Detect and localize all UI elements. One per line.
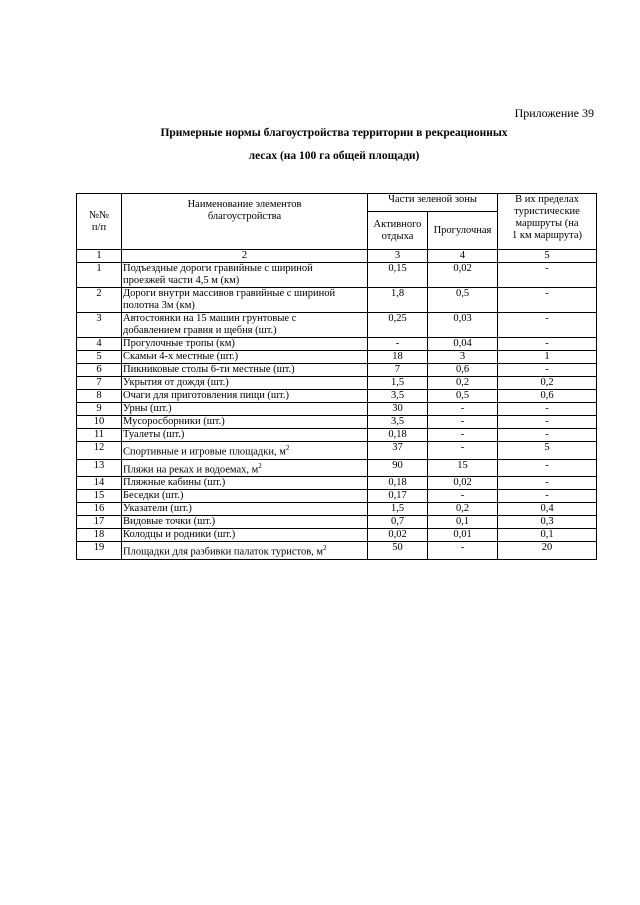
- row-walking-value: -: [428, 542, 498, 560]
- row-element-name: [122, 503, 368, 516]
- row-route-value: -: [498, 288, 597, 313]
- unit-superscript: 2: [323, 544, 327, 552]
- row-number: 3: [77, 313, 122, 338]
- row-number: 17: [77, 516, 122, 529]
- column-number-cell: 5: [498, 250, 597, 263]
- row-route-value: -: [498, 429, 597, 442]
- row-route-value: -: [498, 364, 597, 377]
- row-number: 4: [77, 338, 122, 351]
- appendix-label: Приложение 39: [514, 106, 594, 120]
- header-walking: Прогулочная: [428, 212, 498, 250]
- table-row: [77, 364, 597, 377]
- row-walking-value: 0,03: [428, 313, 498, 338]
- row-active-rest-value: 0,18: [368, 477, 428, 490]
- row-active-rest-value: 90: [368, 459, 428, 477]
- row-element-name-text: Спортивные и игровые площадки, м: [123, 446, 286, 458]
- header-active-rest-text: Активного отдыха: [373, 218, 422, 242]
- column-number-cell: 3: [368, 250, 428, 263]
- row-route-value: -: [498, 416, 597, 429]
- row-number: 5: [77, 351, 122, 364]
- row-active-rest-value: 0,02: [368, 529, 428, 542]
- row-number: 15: [77, 490, 122, 503]
- row-element-name: [122, 351, 368, 364]
- table-row: [77, 263, 597, 288]
- row-number: 2: [77, 288, 122, 313]
- table-row: [77, 516, 597, 529]
- row-number: 11: [77, 429, 122, 442]
- row-element-name-text: Пляжные кабины (шт.): [123, 477, 226, 488]
- row-number: 10: [77, 416, 122, 429]
- table-row: [77, 390, 597, 403]
- header-tourist-routes-text: В их пределах туристические маршруты (на 1 км маршрута): [511, 194, 583, 241]
- row-element-name: [122, 529, 368, 542]
- table-row: [77, 338, 597, 351]
- row-element-name-text: Дороги внутри массивов гравийные с шириной полотна 3м (км): [123, 288, 336, 311]
- table-row: [77, 542, 597, 560]
- row-route-value: 1: [498, 351, 597, 364]
- row-element-name-text: Подъездные дороги гравийные с шириной проезжей части 4,5 м (км): [123, 263, 313, 286]
- row-route-value: -: [498, 313, 597, 338]
- row-walking-value: 0,2: [428, 503, 498, 516]
- row-walking-value: -: [428, 416, 498, 429]
- unit-superscript: 2: [258, 461, 262, 470]
- row-element-name-text: Видовые точки (шт.): [123, 516, 216, 527]
- row-active-rest-value: 1,5: [368, 503, 428, 516]
- row-walking-value: 0,5: [428, 288, 498, 313]
- row-number: 13: [77, 459, 122, 477]
- row-element-name: [122, 429, 368, 442]
- row-route-value: 0,6: [498, 390, 597, 403]
- row-active-rest-value: 1,8: [368, 288, 428, 313]
- row-walking-value: 3: [428, 351, 498, 364]
- row-element-name: [122, 516, 368, 529]
- row-walking-value: -: [428, 429, 498, 442]
- norms-table: [76, 193, 597, 560]
- table-row: [77, 503, 597, 516]
- table-row: [77, 351, 597, 364]
- row-active-rest-value: 7: [368, 364, 428, 377]
- row-walking-value: 0,02: [428, 263, 498, 288]
- row-number: 6: [77, 364, 122, 377]
- row-active-rest-value: 0,18: [368, 429, 428, 442]
- row-walking-value: 15: [428, 459, 498, 477]
- row-route-value: 20: [498, 542, 597, 560]
- row-active-rest-value: 1,5: [368, 377, 428, 390]
- column-number-cell: 1: [77, 250, 122, 263]
- row-element-name-text: Мусоросборники (шт.): [123, 416, 225, 427]
- row-element-name-text: Беседки (шт.): [123, 490, 184, 501]
- table-row: [77, 313, 597, 338]
- row-element-name-text: Колодцы и родники (шт.): [123, 529, 236, 540]
- row-element-name-text: Очаги для приготовления пищи (шт.): [123, 390, 289, 401]
- header-element-name-text: Наименование элементов благоустройства: [187, 199, 302, 222]
- row-element-name: [122, 542, 368, 560]
- row-route-value: -: [498, 477, 597, 490]
- row-active-rest-value: 0,25: [368, 313, 428, 338]
- row-element-name-text: Укрытия от дождя (шт.): [123, 377, 229, 388]
- row-element-name: [122, 416, 368, 429]
- table-row: [77, 377, 597, 390]
- row-active-rest-value: 0,7: [368, 516, 428, 529]
- column-numbers-row: [77, 250, 597, 263]
- row-element-name-text: Пикниковые столы 6-ти местные (шт.): [123, 364, 295, 375]
- row-walking-value: 0,1: [428, 516, 498, 529]
- header-green-zone-parts: Части зеленой зоны: [368, 194, 498, 212]
- row-walking-value: 0,6: [428, 364, 498, 377]
- row-element-name-text: Урны (шт.): [123, 403, 172, 414]
- row-element-name: [122, 459, 368, 477]
- row-element-name: [122, 403, 368, 416]
- row-element-name-text: Пляжи на реках и водоемах, м: [123, 464, 259, 475]
- table-row: [77, 442, 597, 460]
- row-element-name: [122, 263, 368, 288]
- table-row: [77, 429, 597, 442]
- header-active-rest: [368, 212, 428, 250]
- row-element-name-text: Прогулочные тропы (км): [123, 338, 235, 349]
- row-number: 8: [77, 390, 122, 403]
- table-row: [77, 459, 597, 477]
- row-active-rest-value: 3,5: [368, 390, 428, 403]
- row-active-rest-value: 0,17: [368, 490, 428, 503]
- table-row: [77, 403, 597, 416]
- table-body: [77, 263, 597, 560]
- row-number: 1: [77, 263, 122, 288]
- row-element-name: [122, 390, 368, 403]
- table-row: [77, 529, 597, 542]
- header-element-name: [122, 194, 368, 250]
- row-walking-value: 0,04: [428, 338, 498, 351]
- row-route-value: -: [498, 338, 597, 351]
- row-active-rest-value: 30: [368, 403, 428, 416]
- row-active-rest-value: 50: [368, 542, 428, 560]
- row-walking-value: 0,02: [428, 477, 498, 490]
- table-row: [77, 416, 597, 429]
- row-route-value: -: [498, 403, 597, 416]
- row-route-value: 0,2: [498, 377, 597, 390]
- table-row: [77, 477, 597, 490]
- row-route-value: 0,3: [498, 516, 597, 529]
- row-element-name-text: Автостоянки на 15 машин грунтовые с добавлением гравия и щебня (шт.): [123, 313, 297, 336]
- row-route-value: -: [498, 459, 597, 477]
- row-element-name-text: Туалеты (шт.): [123, 429, 185, 440]
- row-walking-value: -: [428, 442, 498, 460]
- column-number-cell: 4: [428, 250, 498, 263]
- table-row: [77, 288, 597, 313]
- header-number: [77, 194, 122, 250]
- row-element-name: [122, 377, 368, 390]
- row-number: 18: [77, 529, 122, 542]
- row-number: 19: [77, 542, 122, 560]
- row-element-name: [122, 477, 368, 490]
- row-number: 7: [77, 377, 122, 390]
- row-walking-value: 0,2: [428, 377, 498, 390]
- row-element-name: [122, 313, 368, 338]
- row-walking-value: -: [428, 490, 498, 503]
- row-number: 9: [77, 403, 122, 416]
- row-number: 12: [77, 442, 122, 460]
- row-element-name: [122, 490, 368, 503]
- row-element-name-text: Скамьи 4-х местные (шт.): [123, 351, 239, 362]
- unit-superscript: 2: [285, 444, 290, 452]
- row-element-name: [122, 288, 368, 313]
- row-walking-value: 0,5: [428, 390, 498, 403]
- row-route-value: 0,1: [498, 529, 597, 542]
- row-active-rest-value: 3,5: [368, 416, 428, 429]
- row-element-name: [122, 442, 368, 460]
- row-walking-value: -: [428, 403, 498, 416]
- document-title-line-1: Примерные нормы благоустройства территории в рекреационных: [160, 127, 508, 139]
- row-number: 16: [77, 503, 122, 516]
- table-row: [77, 490, 597, 503]
- header-tourist-routes: [498, 194, 597, 250]
- row-number: 14: [77, 477, 122, 490]
- row-active-rest-value: 0,15: [368, 263, 428, 288]
- row-active-rest-value: 18: [368, 351, 428, 364]
- column-number-cell: 2: [122, 250, 368, 263]
- row-route-value: 5: [498, 442, 597, 460]
- row-walking-value: 0,01: [428, 529, 498, 542]
- row-route-value: -: [498, 263, 597, 288]
- document-title-line-2: лесах (на 100 га общей площади): [248, 150, 420, 162]
- row-route-value: 0,4: [498, 503, 597, 516]
- row-element-name: [122, 338, 368, 351]
- row-element-name: [122, 364, 368, 377]
- row-active-rest-value: -: [368, 338, 428, 351]
- row-element-name-text: Указатели (шт.): [123, 503, 192, 514]
- header-number-text: №№ п/п: [88, 209, 110, 233]
- row-route-value: -: [498, 490, 597, 503]
- row-active-rest-value: 37: [368, 442, 428, 460]
- row-element-name-text: Площадки для разбивки палаток туристов, м: [123, 546, 324, 558]
